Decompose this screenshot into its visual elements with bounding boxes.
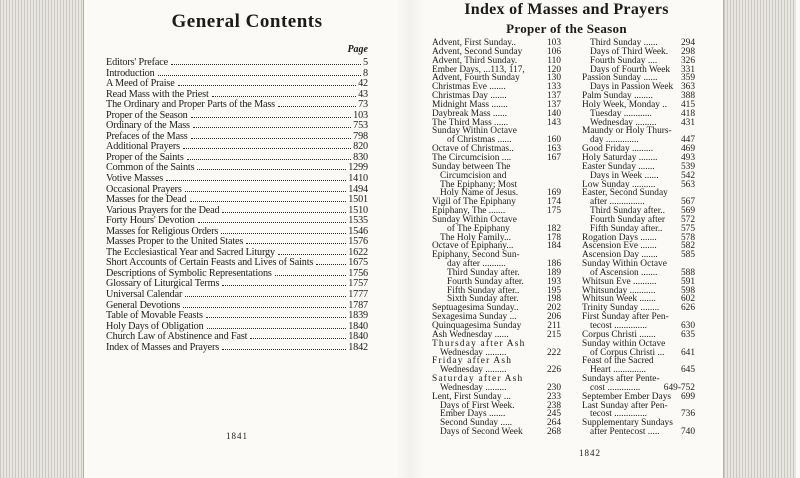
- entry-page-number: 169: [546, 188, 561, 199]
- entry-page-number: 120: [546, 64, 561, 75]
- entry-page-number: 1622: [348, 246, 368, 258]
- entry-label: Fourth Sunday ....: [590, 55, 658, 66]
- entry-label: Whitsun Eve ..........: [582, 276, 657, 287]
- entry-page-number: 598: [680, 285, 695, 296]
- entry-label: Proper of the Season: [106, 109, 188, 121]
- dot-leader: [275, 275, 346, 276]
- toc-entry: [106, 290, 368, 301]
- entry-label: after ...............: [590, 197, 645, 208]
- entry-label: Short Accounts of Certain Feasts and Lives of Saints: [106, 257, 314, 269]
- entry-label: of Ascension .......: [590, 267, 658, 278]
- entry-page-number: 359: [680, 73, 695, 84]
- entry-page-number: 575: [680, 223, 695, 234]
- index-column-1: [432, 39, 561, 437]
- dot-leader: [191, 117, 352, 118]
- entry-page-number: 415: [680, 99, 695, 110]
- dot-leader: [158, 75, 361, 76]
- entry-label: Octave of Christmas..: [432, 144, 514, 155]
- dot-leader: [178, 85, 356, 86]
- dot-leader: [206, 317, 346, 318]
- entry-page-number: 103: [353, 109, 368, 121]
- entry-page-number: 645: [680, 365, 695, 376]
- entry-page-number: 186: [546, 259, 561, 270]
- entry-page-number: 294: [680, 38, 695, 48]
- entry-label: General Devotions: [106, 299, 181, 311]
- entry-page-number: 143: [546, 117, 561, 128]
- entry-label: Octave of Epiphany...: [432, 241, 514, 252]
- entry-label: Whitsun Week .......: [582, 294, 656, 305]
- index-subtitle: Proper of the Season: [506, 21, 627, 36]
- entry-label: Thursday after Ash: [432, 338, 526, 349]
- table-of-contents: [106, 58, 368, 353]
- entry-label: Ash Wednesday ......: [432, 329, 509, 340]
- entry-page-number: 195: [546, 285, 561, 296]
- entry-page-number: 1299: [348, 162, 368, 174]
- dot-leader: [183, 307, 346, 308]
- entry-label: Days in Passion Week: [590, 82, 674, 93]
- entry-label: Days of Second Week: [440, 427, 523, 438]
- entry-label: Whitsunday ...........: [582, 285, 656, 296]
- entry-label: tecost ..............: [590, 409, 648, 420]
- dot-leader: [316, 264, 346, 265]
- entry-page-number: 1494: [348, 183, 368, 195]
- entry-page-number: 160: [546, 135, 561, 146]
- entry-page-number: 567: [680, 197, 695, 208]
- entry-label: day ..............: [590, 135, 639, 146]
- entry-label: Sunday between The: [432, 161, 511, 172]
- entry-label: Low Sunday ..........: [582, 179, 656, 190]
- right-page: [410, 0, 723, 478]
- entry-label: Passion Sunday ......: [582, 73, 658, 84]
- entry-label: Wednesday .........: [440, 347, 507, 358]
- entry-label: Third Sunday after..: [590, 206, 665, 217]
- entry-page-number: 635: [680, 329, 695, 340]
- entry-label: Daybreak Mass ......: [432, 108, 507, 119]
- entry-label: Last Sunday after Pen-: [582, 400, 668, 411]
- toc-entry: [106, 174, 368, 185]
- entry-label: Palm Sunday ........: [582, 91, 653, 102]
- entry-page-number: 103: [546, 38, 561, 48]
- entry-label: Days in Week ......: [590, 170, 659, 181]
- entry-label: Sunday Within Octave: [582, 259, 667, 270]
- entry-label: Days of Third Week.: [590, 46, 669, 57]
- dot-leader: [212, 96, 356, 97]
- dot-leader: [185, 296, 346, 297]
- page-fore-edges-left: [0, 0, 84, 478]
- entry-label: Descriptions of Symbolic Representations: [106, 267, 272, 279]
- entry-page-number: 5: [363, 57, 368, 68]
- entry-page-number: 106: [546, 46, 561, 57]
- dot-leader: [190, 201, 347, 202]
- entry-label: of Christmas ......: [447, 135, 512, 146]
- entry-label: Read Mass with the Priest: [106, 88, 209, 100]
- entry-label: after Pentecost .....: [590, 427, 660, 438]
- entry-page-number: 431: [680, 117, 695, 128]
- entry-label: of The Epiphany: [447, 223, 510, 234]
- dot-leader: [278, 254, 346, 255]
- entry-label: Christmas Day .......: [432, 91, 507, 102]
- entry-page-number: 418: [680, 108, 695, 119]
- entry-page-number: 1756: [348, 267, 368, 279]
- entry-label: Fifth Sunday after..: [447, 285, 520, 296]
- entry-label: Fifth Sunday after..: [590, 223, 663, 234]
- entry-label: Sundays after Pente-: [582, 374, 660, 385]
- entry-label: September Ember Days: [582, 391, 672, 402]
- entry-page-number: 178: [546, 232, 561, 243]
- entry-page-number: 1410: [348, 173, 368, 185]
- dot-leader: [278, 106, 356, 107]
- entry-page-number: 1787: [348, 299, 368, 311]
- entry-label: Sexagesima Sunday ...: [432, 312, 517, 323]
- entry-page-number: 569: [680, 206, 695, 217]
- entry-label: Ascension Day .......: [582, 250, 658, 261]
- entry-label: The Holy Family...: [440, 232, 511, 243]
- entry-page-number: 193: [546, 276, 561, 287]
- entry-page-number: 133: [546, 82, 561, 93]
- entry-label: First Sunday after Pen-: [582, 312, 669, 323]
- entry-page-number: 572: [680, 214, 695, 225]
- entry-label: of Corpus Christi ...: [590, 347, 665, 358]
- entry-page-number: 130: [546, 73, 561, 84]
- entry-label: Wednesday .........: [440, 382, 507, 393]
- entry-page-number: 233: [546, 391, 561, 402]
- entry-page-number: 175: [546, 206, 561, 217]
- entry-label: Various Prayers for the Dead: [106, 204, 220, 216]
- entry-page-number: 630: [680, 321, 695, 331]
- entry-page-number: 753: [353, 120, 368, 132]
- dot-leader: [191, 138, 352, 139]
- entry-label: Friday after Ash: [432, 356, 513, 367]
- entry-page-number: 736: [680, 409, 695, 420]
- entry-page-number: 539: [680, 161, 695, 172]
- entry-page-number: 43: [358, 88, 368, 100]
- dot-leader: [222, 349, 346, 350]
- entry-label: Easter, Second Sunday: [582, 188, 668, 199]
- entry-label: Introduction: [106, 67, 155, 79]
- entry-page-number: 1510: [348, 204, 368, 216]
- page-fore-edges-right: [723, 0, 796, 478]
- entry-label: Vigil of The Epiphany: [432, 197, 516, 208]
- entry-page-number: 163: [546, 144, 561, 155]
- entry-label: Wednesday .........: [590, 117, 657, 128]
- index-line: [432, 428, 561, 437]
- entry-label: The Third Mass ......: [432, 117, 509, 128]
- entry-page-number: 174: [546, 197, 561, 208]
- left-page: [84, 0, 410, 478]
- entry-page-number: 602: [680, 294, 695, 305]
- entry-page-number: 331: [680, 64, 695, 75]
- entry-page-number: 1842: [348, 341, 368, 353]
- index-line: [582, 428, 695, 437]
- entry-label: Tuesday ............: [590, 108, 652, 119]
- entry-label: Good Friday .........: [582, 144, 654, 155]
- entry-page-number: 202: [546, 303, 561, 314]
- entry-page-number: 73: [358, 99, 368, 111]
- entry-label: Glossary of Liturgical Terms: [106, 278, 220, 290]
- entry-label: Prefaces of the Mass: [106, 130, 188, 142]
- entry-page-number: 140: [546, 108, 561, 119]
- entry-label: Ascension Eve .......: [582, 241, 657, 252]
- entry-label: Editors' Preface: [106, 57, 168, 68]
- dot-leader: [166, 180, 346, 181]
- left-folio-number: 1841: [226, 431, 248, 441]
- entry-label: Additional Prayers: [106, 141, 180, 153]
- toc-entry: [106, 343, 368, 354]
- entry-page-number: 264: [546, 418, 561, 429]
- entry-label: Corpus Christi .......: [582, 329, 656, 340]
- entry-page-number: 798: [353, 130, 368, 142]
- entry-label: Masses Proper to the United States: [106, 236, 244, 248]
- dot-leader: [246, 243, 346, 244]
- entry-label: Ordinary of the Mass: [106, 120, 190, 132]
- entry-label: Circumcision and: [440, 170, 507, 181]
- entry-page-number: 226: [546, 365, 561, 376]
- entry-label: Church Law of Abstinence and Fast: [106, 331, 248, 343]
- entry-label: Holy Days of Obligation: [106, 320, 204, 332]
- entry-page-number: 493: [680, 152, 695, 163]
- entry-label: Votive Masses: [106, 173, 164, 185]
- entry-page-number: 469: [680, 144, 695, 155]
- entry-page-number: 189: [546, 267, 561, 278]
- entry-label: Masses for the Dead: [106, 194, 187, 206]
- entry-page-number: 230: [546, 382, 561, 393]
- entry-page-number: 167: [546, 152, 561, 163]
- entry-label: Third Sunday after.: [447, 267, 520, 278]
- entry-page-number: 578: [680, 232, 695, 243]
- entry-label: Third Sunday ......: [590, 38, 658, 48]
- dot-leader: [250, 338, 346, 339]
- entry-page-number: 137: [546, 91, 561, 102]
- index-columns: [432, 39, 695, 437]
- entry-page-number: 1757: [348, 278, 368, 290]
- dot-leader: [171, 64, 361, 65]
- entry-page-number: 1840: [348, 320, 368, 332]
- entry-label: Common of the Saints: [106, 162, 195, 174]
- entry-label: Rogation Days .......: [582, 232, 657, 243]
- entry-label: Septuagesima Sunday..: [432, 303, 519, 314]
- entry-label: Wednesday .........: [440, 365, 507, 376]
- entry-label: Days of First Week.: [440, 400, 515, 411]
- dot-leader: [187, 159, 352, 160]
- entry-label: The Ordinary and Proper Parts of the Mass: [106, 99, 275, 111]
- entry-label: Lent, First Sunday ...: [432, 391, 511, 402]
- dot-leader: [222, 212, 346, 213]
- entry-label: Fourth Sunday after.: [447, 276, 524, 287]
- entry-label: Ember Days, ...113, 117,: [432, 64, 525, 75]
- entry-page-number: 830: [353, 151, 368, 163]
- entry-page-number: 1839: [348, 310, 368, 322]
- entry-label: Trinity Sunday ........: [582, 303, 660, 314]
- entry-page-number: 699: [680, 391, 695, 402]
- entry-page-number: 363: [680, 82, 695, 93]
- entry-label: day after ..........: [447, 259, 506, 270]
- dot-leader: [193, 127, 351, 128]
- entry-label: Holy Saturday ........: [582, 152, 658, 163]
- entry-page-number: 222: [546, 347, 561, 358]
- entry-page-number: 1501: [348, 194, 368, 206]
- entry-page-number: 298: [680, 46, 695, 57]
- entry-page-number: 268: [546, 427, 561, 438]
- entry-label: Proper of the Saints: [106, 151, 184, 163]
- entry-label: Midnight Mass .......: [432, 99, 508, 110]
- entry-page-number: 110: [547, 55, 561, 66]
- entry-label: Advent, Third Sunday.: [432, 55, 518, 66]
- entry-label: Advent, Fourth Sunday: [432, 73, 520, 84]
- entry-page-number: 542: [680, 170, 695, 181]
- entry-label: Holy Name of Jesus.: [440, 188, 519, 199]
- entry-page-number: 563: [680, 179, 695, 190]
- entry-page-number: 1546: [348, 225, 368, 237]
- entry-label: Sixth Sunday after.: [447, 294, 519, 305]
- entry-page-number: 649-752: [663, 382, 695, 393]
- entry-label: Sunday Within Octave: [432, 214, 517, 225]
- entry-page-number: 626: [680, 303, 695, 314]
- entry-label: Epiphany, The .......: [432, 206, 506, 217]
- entry-page-number: 182: [546, 223, 561, 234]
- dot-leader: [221, 233, 346, 234]
- entry-page-number: 1840: [348, 331, 368, 343]
- entry-label: Fourth Sunday after: [590, 214, 665, 225]
- entry-label: Second Sunday .....: [440, 418, 513, 429]
- entry-page-number: 1777: [348, 289, 368, 301]
- entry-label: Easter Sunday .......: [582, 161, 655, 172]
- entry-page-number: 1576: [348, 236, 368, 248]
- entry-page-number: 1675: [348, 257, 368, 269]
- entry-label: Days of Fourth Week: [590, 64, 671, 75]
- entry-label: tecost ..............: [590, 321, 648, 331]
- general-contents-title: General Contents: [171, 11, 323, 32]
- entry-label: A Meed of Praise: [106, 78, 175, 90]
- entry-label: The Circumcision ....: [432, 152, 512, 163]
- entry-label: Forty Hours' Devotion: [106, 215, 195, 227]
- entry-label: Sunday within Octave: [582, 338, 666, 349]
- entry-label: Saturday after Ash: [432, 374, 524, 385]
- right-folio-number: 1842: [579, 448, 601, 458]
- entry-label: Ember Days .......: [440, 409, 506, 420]
- entry-label: Advent, Second Sunday: [432, 46, 523, 57]
- entry-label: Epiphany, Second Sun-: [432, 250, 520, 261]
- dot-leader: [183, 148, 351, 149]
- dot-leader: [207, 328, 347, 329]
- entry-page-number: 184: [546, 241, 561, 252]
- entry-page-number: 326: [680, 55, 695, 66]
- entry-page-number: 641: [680, 347, 695, 358]
- dot-leader: [198, 222, 347, 223]
- entry-page-number: 211: [547, 321, 561, 331]
- entry-page-number: 238: [546, 400, 561, 411]
- entry-page-number: 820: [353, 141, 368, 153]
- entry-page-number: 198: [546, 294, 561, 305]
- entry-page-number: 1535: [348, 215, 368, 227]
- entry-label: Index of Masses and Prayers: [106, 341, 220, 353]
- entry-label: Occasional Prayers: [106, 183, 182, 195]
- entry-label: Masses for Religious Orders: [106, 225, 219, 237]
- entry-page-number: 740: [680, 427, 695, 438]
- dot-leader: [197, 169, 346, 170]
- toc-entry: [106, 58, 368, 69]
- entry-page-number: 447: [680, 135, 695, 146]
- entry-page-number: 388: [680, 91, 695, 102]
- entry-page-number: 215: [546, 329, 561, 340]
- entry-page-number: 42: [358, 78, 368, 90]
- dot-leader: [185, 191, 347, 192]
- entry-label: Universal Calendar: [106, 289, 183, 301]
- entry-label: Quinquagesima Sunday: [432, 321, 522, 331]
- entry-page-number: 585: [680, 250, 695, 261]
- entry-label: Heart ..............: [590, 365, 646, 376]
- entry-label: Sunday Within Octave: [432, 126, 517, 137]
- entry-label: Advent, First Sunday..: [432, 38, 517, 48]
- entry-label: Table of Movable Feasts: [106, 310, 203, 322]
- entry-page-number: 591: [680, 276, 695, 287]
- index-column-2: [582, 39, 695, 437]
- entry-label: Holy Week, Monday ..: [582, 99, 667, 110]
- entry-page-number: 245: [546, 409, 561, 420]
- entry-page-number: 8: [363, 67, 368, 79]
- entry-label: The Ecclesiastical Year and Sacred Liturgy: [106, 246, 275, 258]
- dot-leader: [222, 285, 346, 286]
- entry-page-number: 582: [680, 241, 695, 252]
- entry-label: Supplementary Sundays: [582, 418, 673, 429]
- entry-label: Feast of the Sacred: [582, 356, 654, 367]
- entry-label: The Epiphany; Most: [440, 179, 518, 190]
- entry-label: cost ..............: [590, 382, 641, 393]
- entry-page-number: 137: [546, 99, 561, 110]
- entry-label: Christmas Eve .......: [432, 82, 506, 93]
- page-column-label: Page: [347, 44, 368, 55]
- entry-page-number: 588: [680, 267, 695, 278]
- index-title: Index of Masses and Prayers: [464, 1, 669, 18]
- entry-label: Maundy or Holy Thurs-: [582, 126, 672, 137]
- entry-page-number: 206: [546, 312, 561, 323]
